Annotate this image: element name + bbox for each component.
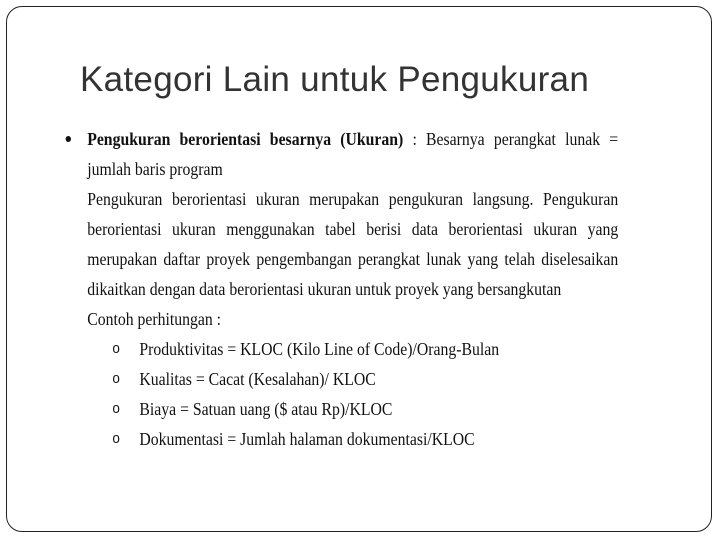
bullet-paragraph: Pengukuran berorientasi ukuran merupakan pengukuran langsung. Pengukuran berorientasi ukuran menggunakan tabel berisi data berorientasi ukuran yang merupakan daftar proyek pengembangan perangkat lunak yang telah diselesaikan dikaitkan dengan data berorientasi ukuran untuk proyek yang bersangkutan [87,189,619,299]
sub-item-text: Kualitas = Cacat (Kesalahan)/ KLOC [139,369,376,389]
bullet-dot-icon [66,136,71,142]
sub-item-dokumentasi [112,424,618,454]
bullet-heading-suffix: : Besarnya perangkat lunak = jumlah baris program [87,129,619,179]
sub-item-kualitas [112,364,618,394]
sub-item-text: Produktivitas = KLOC (Kilo Line of Code)/Orang-Bulan [139,339,500,359]
sub-item-biaya [112,394,618,424]
slide-content [62,124,618,454]
bullet-heading: Pengukuran berorientasi besarnya (Ukuran) [87,129,404,149]
circle-bullet-icon: o [112,430,120,447]
example-label: Contoh perhitungan : [87,309,222,329]
sub-item-text: Dokumentasi = Jumlah halaman dokumentasi/KLOC [139,429,475,449]
slide-title: Kategori Lain untuk Pengukuran [80,60,590,99]
bullet-heading-line [87,124,618,184]
bullet-item [62,124,618,454]
circle-bullet-icon: o [112,370,120,387]
sub-list [87,334,618,454]
sub-item-text: Biaya = Satuan uang ($ atau Rp)/KLOC [139,399,393,419]
circle-bullet-icon: o [112,340,120,357]
circle-bullet-icon: o [112,400,120,417]
sub-item-produktivitas [112,334,618,364]
